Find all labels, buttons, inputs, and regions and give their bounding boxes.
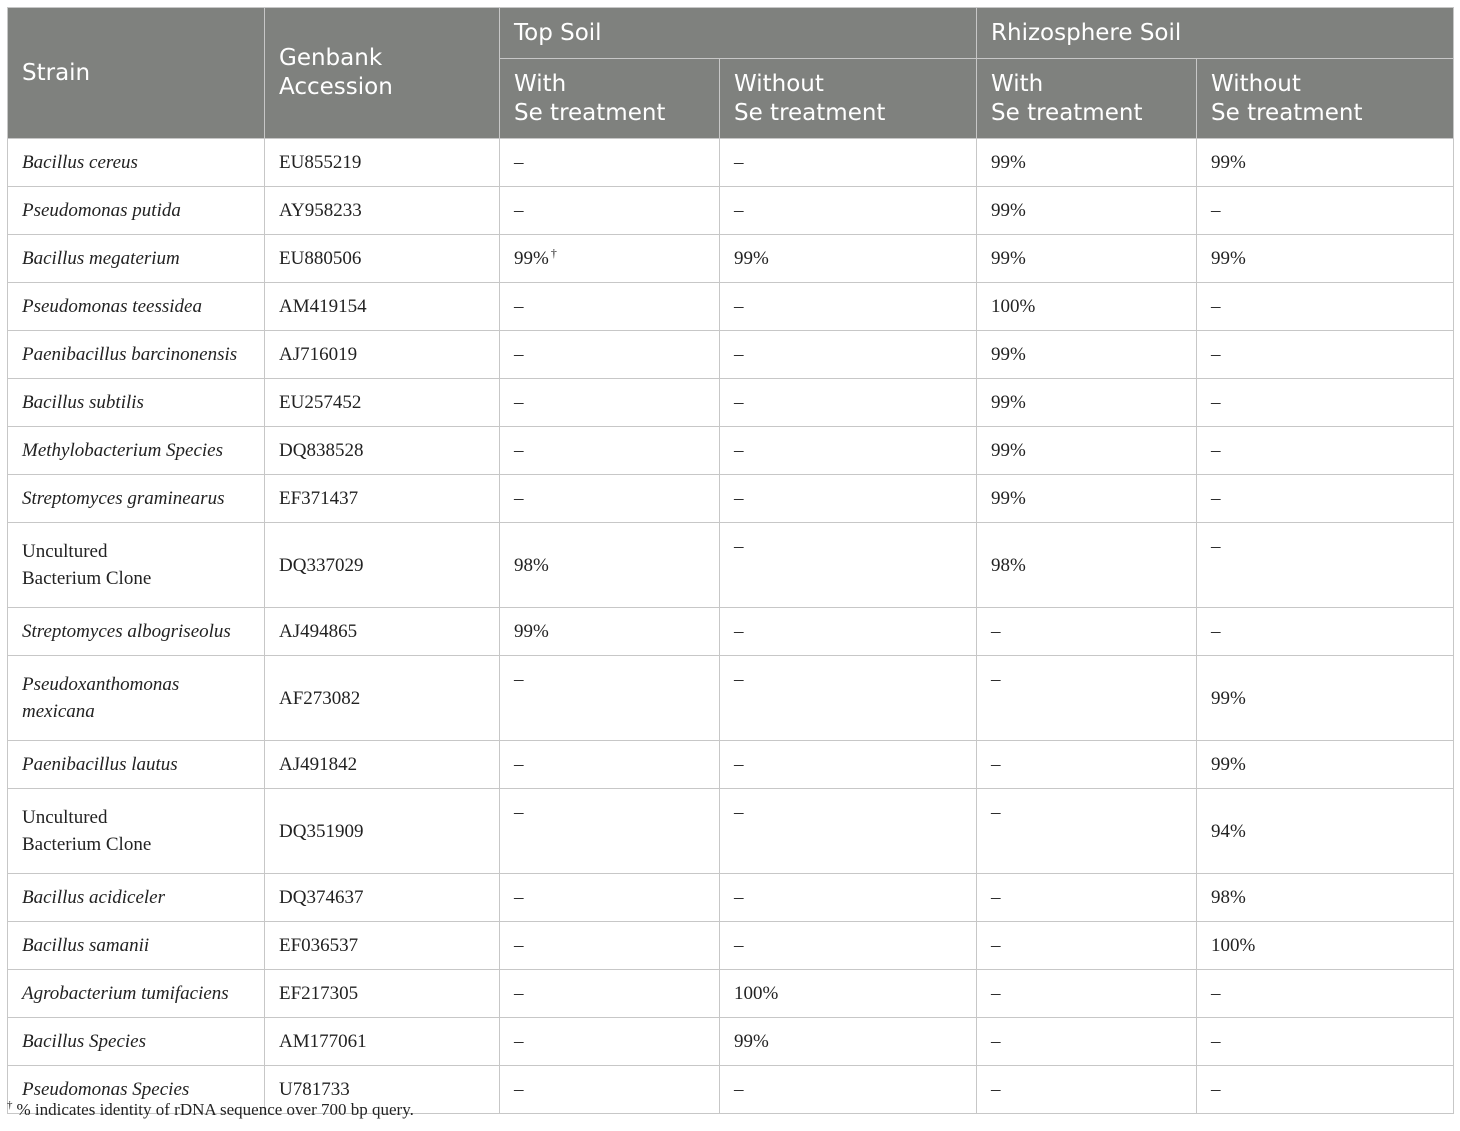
cell-top-with-se: – <box>500 139 720 187</box>
cell-top-with-se: – <box>500 427 720 475</box>
table-row <box>8 331 1454 379</box>
cell-accession: EF036537 <box>265 922 500 970</box>
cell-rhizo-without-se: 99% <box>1197 656 1454 741</box>
cell-top-with-se: – <box>500 741 720 789</box>
header-top-soil: Top Soil <box>500 8 977 59</box>
table-row <box>8 741 1454 789</box>
cell-rhizo-with-se: 99% <box>977 379 1197 427</box>
table-row <box>8 475 1454 523</box>
cell-accession: EU880506 <box>265 235 500 283</box>
table-row <box>8 235 1454 283</box>
cell-rhizo-without-se: 99% <box>1197 139 1454 187</box>
footnote-text: % indicates identity of rDNA sequence over 700 bp query. <box>16 1100 414 1119</box>
table-row <box>8 1018 1454 1066</box>
cell-rhizo-without-se: 98% <box>1197 874 1454 922</box>
cell-top-without-se: – <box>720 922 977 970</box>
cell-top-without-se: – <box>720 139 977 187</box>
cell-rhizo-without-se: – <box>1197 1066 1454 1114</box>
table-row <box>8 874 1454 922</box>
cell-top-without-se: – <box>720 427 977 475</box>
footnote-ref-mark: † <box>550 245 557 260</box>
table-row <box>8 608 1454 656</box>
header-rhizo-without-se: Without Se treatment <box>1197 59 1454 139</box>
table-row <box>8 922 1454 970</box>
cell-top-with-se: – <box>500 1066 720 1114</box>
header-top-without-se: Without Se treatment <box>720 59 977 139</box>
cell-top-without-se: – <box>720 1066 977 1114</box>
cell-accession: DQ351909 <box>265 789 500 874</box>
cell-top-with-se: – <box>500 475 720 523</box>
cell-strain: Streptomyces albogriseolus <box>8 608 265 656</box>
cell-strain: Bacillus megaterium <box>8 235 265 283</box>
cell-top-without-se: – <box>720 475 977 523</box>
cell-strain: Paenibacillus barcinonensis <box>8 331 265 379</box>
cell-top-without-se: – <box>720 874 977 922</box>
cell-top-with-se: – <box>500 789 720 874</box>
cell-top-without-se: – <box>720 608 977 656</box>
table-row <box>8 283 1454 331</box>
cell-rhizo-with-se: 99% <box>977 427 1197 475</box>
cell-top-without-se: – <box>720 331 977 379</box>
header-rhizosphere-soil: Rhizosphere Soil <box>977 8 1454 59</box>
cell-rhizo-with-se: – <box>977 741 1197 789</box>
cell-top-without-se: 99% <box>720 1018 977 1066</box>
table-row <box>8 656 1454 741</box>
cell-top-with-se: – <box>500 379 720 427</box>
cell-accession: DQ838528 <box>265 427 500 475</box>
cell-rhizo-without-se: – <box>1197 523 1454 608</box>
cell-strain: Uncultured Bacterium Clone <box>8 523 265 608</box>
table-row <box>8 427 1454 475</box>
cell-top-without-se: – <box>720 789 977 874</box>
cell-top-with-se: – <box>500 922 720 970</box>
cell-rhizo-without-se: – <box>1197 1018 1454 1066</box>
cell-rhizo-without-se: – <box>1197 970 1454 1018</box>
header-rhizo-with-se: With Se treatment <box>977 59 1197 139</box>
cell-rhizo-without-se: 99% <box>1197 741 1454 789</box>
cell-accession: AJ494865 <box>265 608 500 656</box>
table-row <box>8 379 1454 427</box>
cell-accession: AJ491842 <box>265 741 500 789</box>
cell-strain: Bacillus acidiceler <box>8 874 265 922</box>
cell-rhizo-without-se: 94% <box>1197 789 1454 874</box>
cell-rhizo-with-se: 99% <box>977 187 1197 235</box>
header-strain: Strain <box>8 8 265 139</box>
cell-top-without-se: – <box>720 741 977 789</box>
cell-top-with-se: – <box>500 1018 720 1066</box>
table-row <box>8 187 1454 235</box>
cell-top-without-se: – <box>720 187 977 235</box>
cell-rhizo-with-se: – <box>977 789 1197 874</box>
cell-strain: Uncultured Bacterium Clone <box>8 789 265 874</box>
cell-accession: AJ716019 <box>265 331 500 379</box>
cell-strain: Paenibacillus lautus <box>8 741 265 789</box>
cell-strain: Agrobacterium tumifaciens <box>8 970 265 1018</box>
cell-top-without-se: – <box>720 523 977 608</box>
cell-rhizo-without-se: – <box>1197 331 1454 379</box>
cell-rhizo-without-se: – <box>1197 427 1454 475</box>
cell-accession: EU855219 <box>265 139 500 187</box>
header-top-with-se: With Se treatment <box>500 59 720 139</box>
cell-rhizo-without-se: – <box>1197 187 1454 235</box>
cell-accession: AF273082 <box>265 656 500 741</box>
cell-rhizo-with-se: 99% <box>977 139 1197 187</box>
cell-rhizo-with-se: 98% <box>977 523 1197 608</box>
table-row <box>8 523 1454 608</box>
cell-accession: EU257452 <box>265 379 500 427</box>
cell-strain: Pseudomonas putida <box>8 187 265 235</box>
cell-strain: Bacillus Species <box>8 1018 265 1066</box>
cell-rhizo-with-se: – <box>977 922 1197 970</box>
cell-strain: Methylobacterium Species <box>8 427 265 475</box>
cell-top-with-se: – <box>500 331 720 379</box>
cell-accession: AM419154 <box>265 283 500 331</box>
cell-rhizo-without-se: – <box>1197 608 1454 656</box>
cell-top-with-se: 99% <box>500 608 720 656</box>
cell-rhizo-with-se: – <box>977 1066 1197 1114</box>
cell-accession: U781733 <box>265 1066 500 1114</box>
cell-rhizo-without-se: – <box>1197 283 1454 331</box>
cell-rhizo-with-se: – <box>977 970 1197 1018</box>
cell-rhizo-with-se: 99% <box>977 475 1197 523</box>
cell-top-without-se: – <box>720 283 977 331</box>
cell-top-with-se: 98% <box>500 523 720 608</box>
cell-top-with-se: – <box>500 874 720 922</box>
cell-accession: AM177061 <box>265 1018 500 1066</box>
cell-top-without-se: 100% <box>720 970 977 1018</box>
header-genbank-accession: Genbank Accession <box>265 8 500 139</box>
cell-rhizo-with-se: 99% <box>977 235 1197 283</box>
cell-rhizo-without-se: – <box>1197 475 1454 523</box>
cell-accession: DQ337029 <box>265 523 500 608</box>
table-body <box>8 139 1454 1114</box>
cell-strain: Bacillus samanii <box>8 922 265 970</box>
cell-rhizo-with-se: – <box>977 608 1197 656</box>
cell-rhizo-with-se: 99% <box>977 331 1197 379</box>
cell-rhizo-with-se: – <box>977 874 1197 922</box>
cell-strain: Bacillus cereus <box>8 139 265 187</box>
cell-rhizo-without-se: – <box>1197 379 1454 427</box>
table-row <box>8 970 1454 1018</box>
cell-strain: Pseudomonas Species <box>8 1066 265 1114</box>
footnote-mark: † <box>7 1099 13 1112</box>
cell-strain: Bacillus subtilis <box>8 379 265 427</box>
cell-top-with-se: – <box>500 283 720 331</box>
cell-top-without-se: – <box>720 656 977 741</box>
cell-accession: DQ374637 <box>265 874 500 922</box>
footnote <box>7 1100 414 1120</box>
cell-rhizo-without-se: 99% <box>1197 235 1454 283</box>
cell-accession: AY958233 <box>265 187 500 235</box>
strain-identity-table <box>7 7 1454 1114</box>
cell-rhizo-without-se: 100% <box>1197 922 1454 970</box>
cell-strain: Streptomyces graminearus <box>8 475 265 523</box>
cell-strain: Pseudomonas teessidea <box>8 283 265 331</box>
cell-top-with-se: 99% † <box>500 235 720 283</box>
cell-rhizo-with-se: – <box>977 1018 1197 1066</box>
cell-top-without-se: 99% <box>720 235 977 283</box>
cell-rhizo-with-se: 100% <box>977 283 1197 331</box>
table-row <box>8 789 1454 874</box>
cell-rhizo-with-se: – <box>977 656 1197 741</box>
cell-top-without-se: – <box>720 379 977 427</box>
cell-strain: Pseudoxanthomonas mexicana <box>8 656 265 741</box>
table-row <box>8 139 1454 187</box>
cell-top-with-se: – <box>500 970 720 1018</box>
cell-accession: EF217305 <box>265 970 500 1018</box>
cell-accession: EF371437 <box>265 475 500 523</box>
cell-top-with-se: – <box>500 656 720 741</box>
cell-top-with-se: – <box>500 187 720 235</box>
